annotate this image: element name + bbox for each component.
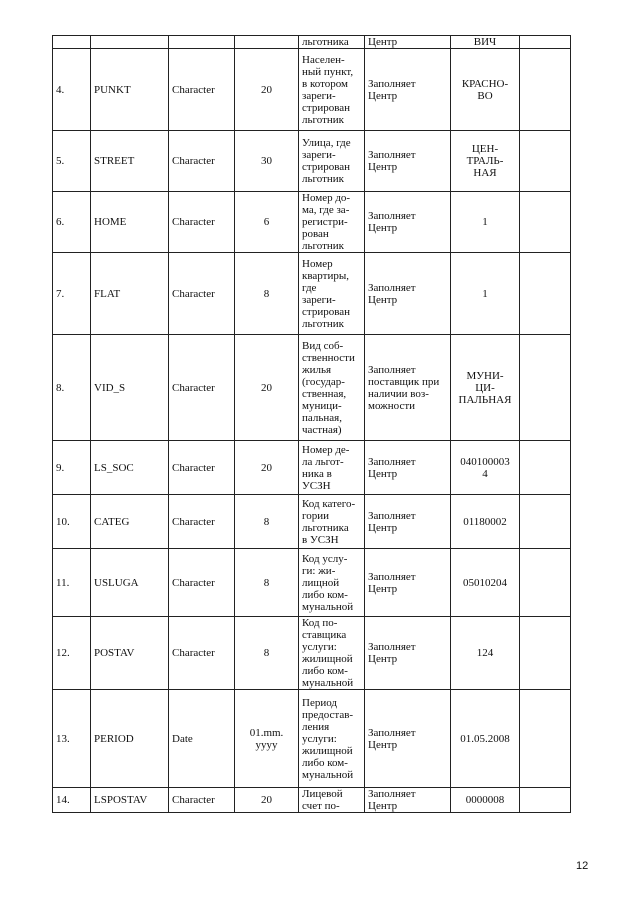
field-description: Лицевой счет по-	[299, 788, 365, 813]
field-name: PUNKT	[91, 49, 169, 131]
row-number	[53, 36, 91, 49]
field-extra	[520, 617, 571, 690]
row-number: 13.	[53, 690, 91, 788]
field-length: 20	[235, 788, 299, 813]
row-number: 10.	[53, 495, 91, 549]
field-type: Date	[169, 690, 235, 788]
field-description: Номер до- ма, где за- регистри- рован льготник	[299, 192, 365, 253]
field-length: 8	[235, 253, 299, 335]
table-row	[53, 617, 571, 690]
row-number: 6.	[53, 192, 91, 253]
field-source: Заполняет Центр	[365, 131, 451, 192]
field-extra	[520, 335, 571, 441]
table-row	[53, 690, 571, 788]
field-extra	[520, 788, 571, 813]
field-name: USLUGA	[91, 549, 169, 617]
row-number: 4.	[53, 49, 91, 131]
field-source: Заполняет Центр	[365, 690, 451, 788]
row-number: 14.	[53, 788, 91, 813]
field-length: 8	[235, 549, 299, 617]
field-description: Номер де- ла льгот- ника в УСЗН	[299, 441, 365, 495]
field-source: Заполняет Центр	[365, 495, 451, 549]
field-source: Заполняет Центр	[365, 49, 451, 131]
field-type: Character	[169, 495, 235, 549]
field-type	[169, 36, 235, 49]
table-row	[53, 131, 571, 192]
row-number: 8.	[53, 335, 91, 441]
field-extra	[520, 549, 571, 617]
row-number: 12.	[53, 617, 91, 690]
field-length: 20	[235, 335, 299, 441]
table-row	[53, 788, 571, 813]
field-description: Период предостав- ления услуги: жилищной либо ком- мунальной	[299, 690, 365, 788]
row-number: 11.	[53, 549, 91, 617]
field-example: МУНИ- ЦИ- ПАЛЬНАЯ	[451, 335, 520, 441]
table-row	[53, 192, 571, 253]
table-row	[53, 549, 571, 617]
table-row	[53, 36, 571, 49]
field-type: Character	[169, 253, 235, 335]
field-example: ЦЕН- ТРАЛЬ- НАЯ	[451, 131, 520, 192]
field-example: КРАСНО- ВО	[451, 49, 520, 131]
field-extra	[520, 49, 571, 131]
field-example: 01180002	[451, 495, 520, 549]
field-spec-table	[52, 35, 571, 813]
field-name: VID_S	[91, 335, 169, 441]
field-description: Код катего- гории льготника в УСЗН	[299, 495, 365, 549]
field-name: LS_SOC	[91, 441, 169, 495]
field-extra	[520, 441, 571, 495]
field-example: 040100003 4	[451, 441, 520, 495]
field-extra	[520, 36, 571, 49]
field-example: 01.05.2008	[451, 690, 520, 788]
field-name: HOME	[91, 192, 169, 253]
row-number: 7.	[53, 253, 91, 335]
field-type: Character	[169, 788, 235, 813]
field-example: 124	[451, 617, 520, 690]
field-source: Заполняет Центр	[365, 617, 451, 690]
row-number: 5.	[53, 131, 91, 192]
field-type: Character	[169, 617, 235, 690]
table-row	[53, 49, 571, 131]
field-length: 8	[235, 617, 299, 690]
field-source: Заполняет Центр	[365, 788, 451, 813]
field-source: Заполняет Центр	[365, 441, 451, 495]
field-description: Улица, где зареги- стрирован льготник	[299, 131, 365, 192]
row-number: 9.	[53, 441, 91, 495]
field-example: 1	[451, 253, 520, 335]
field-length: 01.mm. yyyy	[235, 690, 299, 788]
field-source: Заполняет Центр	[365, 192, 451, 253]
field-description: Населен- ный пункт, в котором зареги- стрирован льготник	[299, 49, 365, 131]
field-description: льготника	[299, 36, 365, 49]
field-description: Номер квартиры, где зареги- стрирован льготник	[299, 253, 365, 335]
field-type: Character	[169, 131, 235, 192]
field-name: CATEG	[91, 495, 169, 549]
field-extra	[520, 131, 571, 192]
table-row	[53, 335, 571, 441]
field-type: Character	[169, 549, 235, 617]
field-source: Заполняет поставщик при наличии воз- можности	[365, 335, 451, 441]
field-example: 0000008	[451, 788, 520, 813]
field-extra	[520, 192, 571, 253]
field-description: Вид соб- ственности жилья (государ- ственная, муници- пальная, частная)	[299, 335, 365, 441]
field-name: LSPOSTAV	[91, 788, 169, 813]
field-source: Заполняет Центр	[365, 549, 451, 617]
field-extra	[520, 495, 571, 549]
field-length: 6	[235, 192, 299, 253]
field-name	[91, 36, 169, 49]
table-body	[53, 36, 571, 813]
field-name: PERIOD	[91, 690, 169, 788]
field-example: ВИЧ	[451, 36, 520, 49]
field-source: Центр	[365, 36, 451, 49]
field-type: Character	[169, 335, 235, 441]
field-example: 1	[451, 192, 520, 253]
field-type: Character	[169, 192, 235, 253]
field-description: Код по- ставщика услуги: жилищной либо ком- мунальной	[299, 617, 365, 690]
field-length: 30	[235, 131, 299, 192]
table-row	[53, 441, 571, 495]
field-name: STREET	[91, 131, 169, 192]
field-extra	[520, 253, 571, 335]
field-type: Character	[169, 441, 235, 495]
field-name: FLAT	[91, 253, 169, 335]
field-extra	[520, 690, 571, 788]
field-type: Character	[169, 49, 235, 131]
field-source: Заполняет Центр	[365, 253, 451, 335]
field-length: 20	[235, 441, 299, 495]
table-row	[53, 253, 571, 335]
field-description: Код услу- ги: жи- лищной либо ком- мунальной	[299, 549, 365, 617]
field-length: 8	[235, 495, 299, 549]
field-length: 20	[235, 49, 299, 131]
field-example: 05010204	[451, 549, 520, 617]
field-name: POSTAV	[91, 617, 169, 690]
page-number: 12	[576, 860, 589, 872]
table-row	[53, 495, 571, 549]
field-length	[235, 36, 299, 49]
